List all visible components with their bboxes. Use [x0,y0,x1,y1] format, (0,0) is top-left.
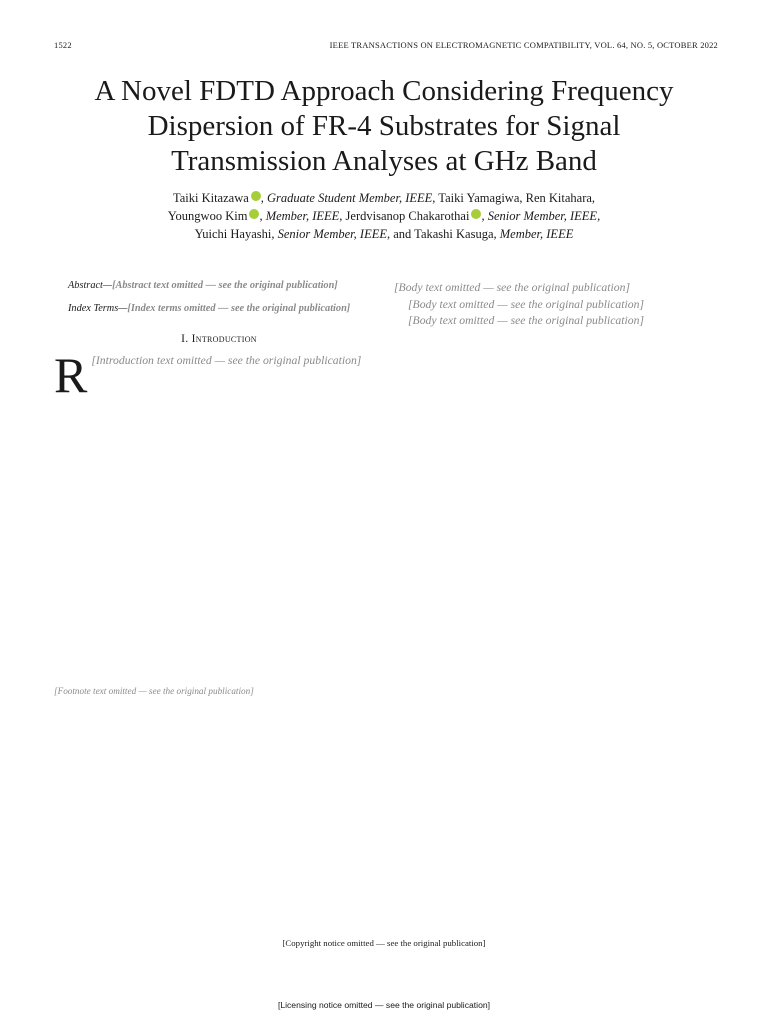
section-title: Introduction [191,333,257,346]
index-terms [54,303,384,316]
abstract-label: Abstract— [68,280,113,291]
copyright-line-1: [Copyright notice omitted — see the original publication] [282,938,486,948]
introduction-text: [Introduction text omitted — see the original publication] [91,354,362,368]
body-paragraph: [Body text omitted — see the original publication] [394,281,630,294]
left-column [54,280,384,404]
right-column [394,280,720,329]
copyright-notice [0,938,768,949]
author-line-2 [60,207,708,225]
section-heading-introduction [54,333,384,345]
section-numeral: I. [181,333,192,346]
author-name: Taiki Kitazawa [172,191,249,205]
author-line-1 [60,189,708,207]
abstract-text: [Abstract text omitted — see the original publication] [112,280,338,291]
footnotes [54,686,384,697]
drop-cap: R [54,347,88,404]
author-name: Yuichi Hayashi [194,227,272,241]
title-line-3: Transmission Analyses at GHz Band [171,145,597,177]
orcid-icon[interactable] [471,209,481,219]
abstract [54,280,384,293]
author-list [60,189,708,243]
title-line-1: A Novel FDTD Approach Considering Frequency [94,75,674,107]
page-number: 1522 [54,40,72,50]
running-header [54,40,718,50]
orcid-icon[interactable] [249,209,259,219]
author-role: , Graduate Student Member, IEEE [260,191,433,205]
license-strip: [Licensing notice omitted — see the original publication] [277,1000,491,1010]
paper-title [40,74,728,179]
author-line-3 [60,225,708,243]
body-paragraph: [Body text omitted — see the original publication] [408,297,644,311]
orcid-icon[interactable] [251,191,261,201]
author-role: , Member, IEEE [259,209,340,223]
author-role: , Senior Member, IEEE [271,227,387,241]
introduction-paragraph [54,347,384,404]
author-name: , and Takashi Kasuga [386,227,494,241]
journal-name: IEEE TRANSACTIONS ON ELECTROMAGNETIC COMPATIBILITY, VOL. 64, NO. 5, OCTOBER 2022 [329,40,718,50]
author-name: , Jerdvisanop Chakarothai [339,209,470,223]
title-line-2: Dispersion of FR-4 Substrates for Signal [147,110,621,142]
index-terms-label: Index Terms— [68,302,128,314]
author-names: , Taiki Yamagiwa, Ren Kitahara, [432,191,596,205]
author-name: Youngwoo Kim [167,209,248,223]
body-paragraph: [Body text omitted — see the original publication] [408,314,644,327]
author-role: , Member, IEEE [493,227,574,241]
footnote-text: [Footnote text omitted — see the original publication] [54,686,254,696]
author-role: , Senior Member, IEEE, [481,209,601,223]
index-terms-text: [Index terms omitted — see the original publication] [127,302,351,314]
